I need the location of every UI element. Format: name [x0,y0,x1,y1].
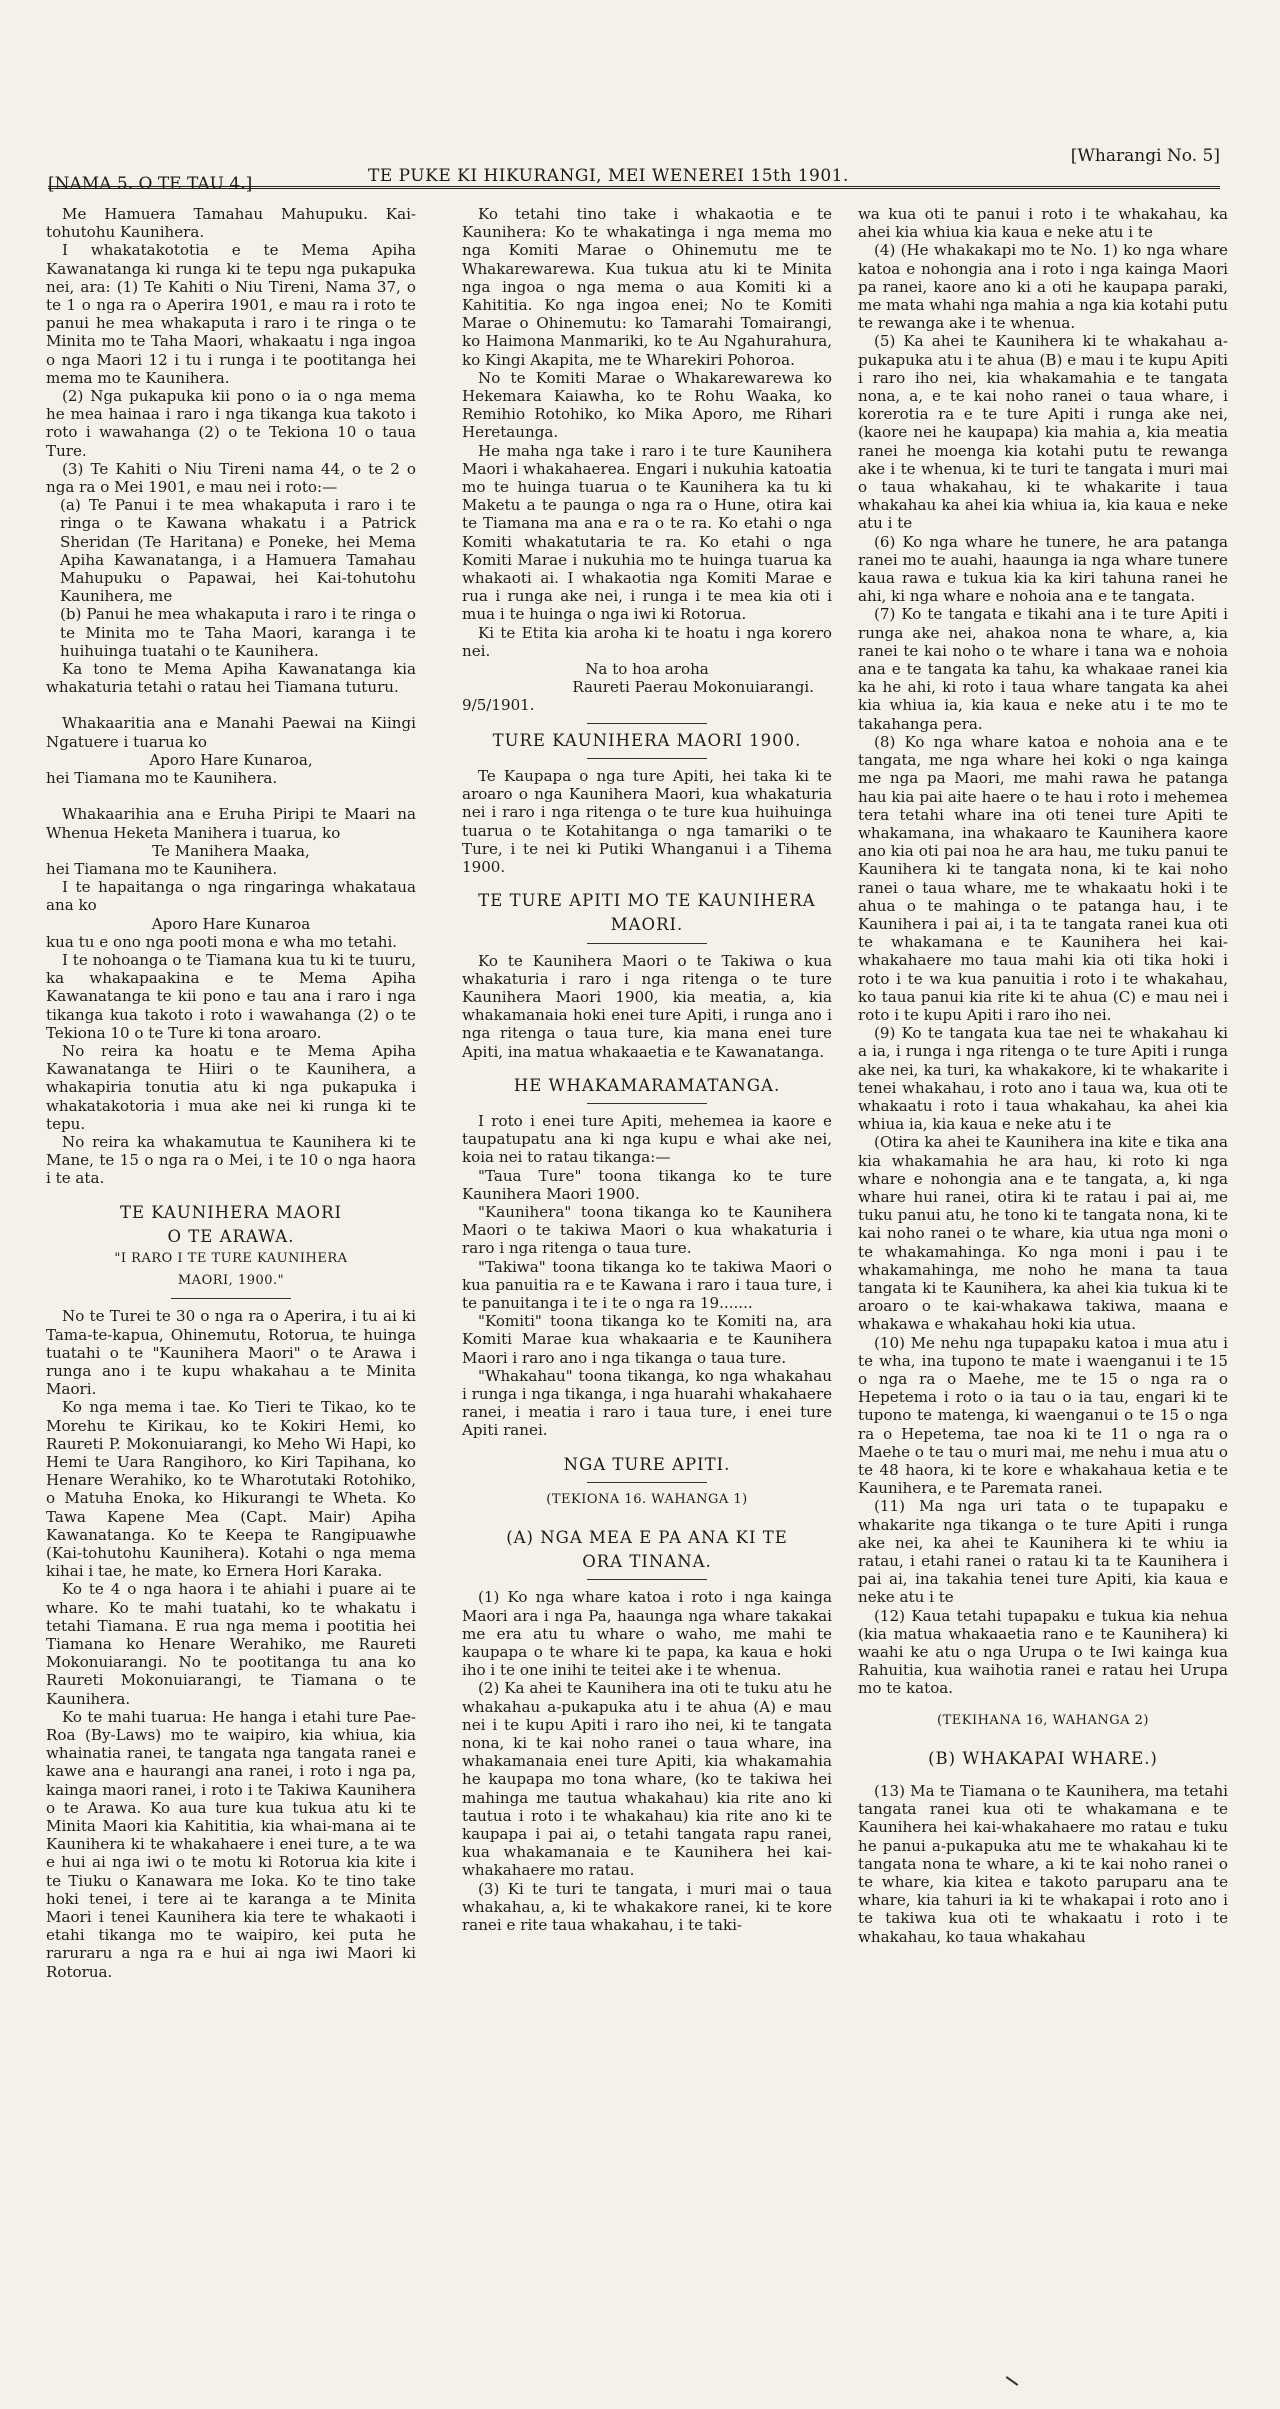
section-heading: HE WHAKAMARAMATANGA. [513,1075,781,1095]
paragraph: wa kua oti te panui i roto i te whakahau, ka ahei kia whiua kia kaua e neke atu i te [858,205,1228,242]
paragraph: I te hapaitanga o nga ringaringa whakataua ana ko [46,878,416,915]
section-heading: MAORI. [610,915,684,935]
paragraph: Te Kaupapa o nga ture Apiti, hei taka ki te aroaro o nga Kaunihera Maori, kua whakaturia nei i raro i nga ritenga o te ture kua huihuinga tuarua o te Kotahitanga o nga tamariki o te Ture, i te nei ki Putiki Whanganui i a Tihema 1900. [462,766,832,876]
paragraph: (12) Kaua tetahi tupapaku e tukua kia nehua (kia matua whakaaetia rano e te Kaunihera) ki waahi ke atu o nga Urupa o te Iwi kainga kua Rahuitia, kua waihotia ranei e ratau hei Urupa mo te katoa. [858,1606,1228,1698]
paragraph: (2) Ka ahei te Kaunihera ina oti te tuku atu he whakahau a-pukapuka atu i te ahua (A) e mau nei i te kupu Apiti i raro iho nei, ki te tangata nona, ki te kai noho ranei o taua whare, ina whakamanaia enei ture Apiti, kia whakamahia he kaupapa mo tona whare, (ko te takiwa hei mahinga me tautua whakahau) kia rite ano ki tautua i roto i te whakahau) kia rite ano ki te kaupapa i pai ai, o tetahi tangata rapu ranei, kua whakamanaia e te Kaunihera hei kai-whakahaere mo ratau. [462,1679,832,1880]
column-3 [858,205,1228,1946]
paragraph: Whakaaritia ana e Manahi Paewai na Kiingi Ngatuere i tuarua ko [46,714,416,751]
paragraph: (13) Ma te Tiamana o te Kaunihera, ma tetahi tangata ranei kua oti te whakamana e te Kaunihera hei kai-whakahaere mo ratau e tuku he panui a-pukapuka atu me te whakahau ki te tangata nona te whare, a ki te kai noho ranei o te whare, kia kitea e takoto paruparu ana te whare, kia tahuri ia ki te whakapai i roto ano i te takiwa kua oti te whakaatu i roto i te whakahau, ko taua whakahau [858,1782,1228,1946]
paragraph: Aporo Hare Kunaroa, [149,750,313,769]
page-header [48,146,1220,194]
column-1 [46,205,416,1981]
paragraph: (b) Panui he mea whakaputa i raro i te ringa o te Minita mo te Taha Maori, karanga i te huihuinga tuatahi o te Kaunihera. [60,605,416,660]
page-number: [Wharangi No. 5] [1070,146,1220,166]
divider [587,758,707,759]
paragraph: No reira ka whakamutua te Kaunihera ki te Mane, te 15 o nga ra o Mei, i te 10 o nga haora i te ata. [46,1132,416,1188]
section-heading: O TE ARAWA. [167,1226,295,1246]
ink-mark [1006,2376,1019,2386]
paragraph: I te nohoanga o te Tiamana kua tu ki te tuuru, ka whakapaakina e te Mema Apiha Kawanatanga te kii pono e tau ana i raro i nga tikanga kua takoto i roto i wawahanga (2) o te Tekiona 10 o te Ture ki tona aroaro. [46,950,416,1042]
paragraph: (9) Ko te tangata kua tae nei te whakahau ki a ia, i runga i nga ritenga o te ture Apiti i runga ake nei, ka turi, ka whakakore, ki te whakarite i tenei whakahau, i roto ano i taua wa, kua oti te whakaatu i roto i taua whakahau, ka ahei kia whiua ia, kia kaua e neke atu i te [858,1024,1228,1134]
paragraph: He maha nga take i raro i te ture Kaunihera Maori i whakahaerea. Engari i nukuhia katoatia mo te huinga tuarua o te Kaunihera ka tu ki Maketu a te paunga o nga ra o Hune, otira kai te Tiamana ma ana e ra o te ra. Ko etahi o nga Komiti whakatutaria te ra. Ko etahi o nga Komiti Marae i nukuhia mo te huinga tuarua ka whakaoti ai. I whakaotia nga Komiti Marae e rua i runga ake nei, i runga i te mea kia oti i mua i te huinga o nga iwi ki Rotorua. [462,441,832,624]
paragraph: (5) Ka ahei te Kaunihera ki te whakahau a-pukapuka atu i te ahua (B) e mau i te kupu Apiti i raro iho nei, kia whakamahia e te tangata nona, a, e te kai noho ranei o taua whare, i korerotia ra e te ture Apiti i runga ake nei, (kaore nei he kaupapa) kia mahia a, kia meatia ranei he moenga kia kotahi putu te rewanga ake i te whenua, ki te turi te tangata i muri mai o taua whakahau, ki te whakarite i taua whakahau ka ahei kia whiua ia, kia kaua e neke atu i te [858,332,1228,533]
paragraph: Ko nga mema i tae. Ko Tieri te Tikao, ko te Morehu te Kirikau, ko te Kokiri Hemi, ko Raureti P. Mokonuiarangi, ko Meho Wi Hapi, ko Hemi te Uara Rangihoro, ko Kiri Tapihana, ko Henare Werahiko, ko te Wharotutaki Rotohiko, o Matuha Enoka, ko Hikurangi te Wheta. Ko Tawa Kapene Mea (Capt. Mair) Apiha Kawanatanga. Ko te Keepa te Rangipuawhe (Kai-tohutohu Kaunihera). Kotahi o nga mema kihai i tae, he mate, ko Ernera Hori Karaka. [46,1398,416,1581]
section-subheading: (TEKIONA 16. WAHANGA 1) [546,1491,748,1507]
paragraph: (3) Ki te turi te tangata, i muri mai o taua whakahau, a, ki te whakakore ranei, ki te kore ranei e rite taua whakahau, i te taki- [462,1879,832,1935]
masthead-title: TE PUKE KI HIKURANGI, MEI WENEREI 15th 1901. [368,166,849,186]
section-heading: TE KAUNIHERA MAORI [119,1202,343,1222]
paragraph: (1) Ko nga whare katoa i roto i nga kainga Maori ara i nga Pa, haaunga nga whare takakai me era atu tu whare o waho, me mahi te kaupapa o te whare ki te papa, ka kaua e hoki iho i te one inihi te teitei ake i te whenua. [462,1588,832,1680]
paragraph: Ka tono te Mema Apiha Kawanatanga kia whakaturia tetahi o ratau hei Tiamana tuturu. [46,660,416,697]
paragraph: "Komiti" toona tikanga ko te Komiti na, ara Komiti Marae kua whakaaria e te Kaunihera Maori i raro ano i nga tikanga o taua ture. [462,1312,832,1367]
paragraph: I whakatakototia e te Mema Apiha Kawanatanga ki runga ki te tepu nga pukapuka nei, ara: (1) Te Kahiti o Niu Tireni, Nama 37, o te 1 o nga ra o Aperira 1901, e mau ra i roto te panui he mea whakaputa i raro i te ringa o te Minita mo te Taha Maori, whakaatu i nga ingoa o nga Maori 12 i tu i runga i te pootitanga hei mema mo te Kaunihera. [46,241,416,387]
paragraph: Ko te Kaunihera Maori o te Takiwa o kua whakaturia i raro i nga ritenga o te ture Kaunihera Maori 1900, kia meatia, a, kia whakamanaia hoki enei ture Apiti, i runga ano i nga ritenga o taua ture, kia mana enei ture Apiti, ina matua whakaaetia e te Kawanatanga. [462,951,832,1061]
paragraph: Me Hamuera Tamahau Mahupuku. Kai-tohutohu Kaunihera. [46,205,416,242]
paragraph: Ko te 4 o nga haora i te ahiahi i puare ai te whare. Ko te mahi tuatahi, ko te whakatu i tetahi Tiamana. E rua nga mema i pootitia hei Tiamana ko Henare Werahiko, me Raureti Mokonuiarangi. No te pootitanga tu ana ko Raureti Mokonuiarangi, te Tiamana o te Kaunihera. [46,1580,416,1708]
paragraph: (3) Te Kahiti o Niu Tireni nama 44, o te 2 o nga ra o Mei 1901, e mau nei i roto:— [46,459,416,497]
signature-name: Raureti Paerau Mokonuiarangi. [572,678,814,697]
paragraph: No te Komiti Marae o Whakarewarewa ko Hekemara Kaiawha, ko te Rohu Waaka, ko Remihio Rotohiko, ko Mika Aporo, me Rihari Heretaunga. [462,368,832,442]
paragraph: No reira ka hoatu e te Mema Apiha Kawanatanga te Hiiri o te Kaunihera, a whakapiria tonutia atu ki nga pukapuka i whakatakotoria i mua ake nei ki runga ki te tepu. [46,1041,416,1133]
divider [587,943,707,944]
section-heading: ORA TINANA. [582,1552,712,1572]
paragraph: No te Turei te 30 o nga ra o Aperira, i tu ai ki Tama-te-kapua, Ohinemutu, Rotorua, te huinga tuatahi o te "Kaunihera Maori" o te Arawa i runga ano i te kupu whakahau a te Minita Maori. [46,1307,416,1399]
section-subheading: MAORI, 1900." [177,1273,285,1289]
paragraph: I roto i enei ture Apiti, mehemea ia kaore e taupatupatu ana ki nga kupu e whai ake nei, koia nei to ratau tikanga:— [462,1111,832,1167]
divider [171,1298,291,1299]
signature-line: Na to hoa aroha [585,660,709,679]
section-heading: NGA TURE APITI. [563,1454,731,1474]
paragraph: (a) Te Panui i te mea whakaputa i raro i te ringa o te Kawana whakatu i a Patrick Sheridan (Te Haritana) e Poneke, hei Mema Apiha Kawanatanga, i a Hamuera Tamahau Mahupuku o Papawai, hei Kai-tohutohu Kaunihera, me [60,496,416,606]
section-heading: TE TURE APITI MO TE KAUNIHERA [478,891,816,911]
divider [587,1482,707,1483]
paragraph: (8) Ko nga whare katoa e nohoia ana e te tangata, me nga whare hei koki o nga kainga me nga pa Maori, me mahi rawa he patanga hau kia pai aite haere o te hau i roto i mehemea tera tetahi whare ina oti tenei ture Apiti te whakamana, ina whakaaro te Kaunihera kaore ano kia oti pai noa he ara hau, me tuku panui te Kaunihera ki te tangata nona, ki te kai noho ranei o taua whare, me te whakaatu hoki i te ahua o te mahinga o te patanga hau, i te Kaunihera i pai ai, i ta te tangata ranei kua oti te whakamana e te Kaunihera hei kai-whakahaere mo taua mahi kia oti tika hoki i roto i te wa kua panuitia i roto i te whakahau, ko taua panui kia rite ki te ahua (C) e mau nei i roto i te kupu Apiti i raro iho nei. [858,732,1228,1024]
paragraph: "Whakahau" toona tikanga, ko nga whakahau i runga i nga tikanga, i nga huarahi whakahaere ranei, i meatia i raro i taua ture, i enei ture Apiti ranei. [462,1366,832,1440]
paragraph: "Kaunihera" toona tikanga ko te Kaunihera Maori o te takiwa Maori o kua whakaturia i raro i nga ritenga o taua ture. [462,1202,832,1258]
paragraph: hei Tiamana mo te Kaunihera. [46,859,278,878]
paragraph: (Otira ka ahei te Kaunihera ina kite e tika ana kia whakamahia he ara hau, ki roto ki nga whare e nohongia ana e te tangata, a, ki nga whare hui ranei, otira ki te ratau i pai ai, me tuku panui atu, he tono ki te tangata nona, ki te kai noho ranei o te whare, kia utua nga moni o te whakamahinga. Ko nga moni i pau i te whakamahinga, me noho he mana ta taua tangata ki te Kaunihera, ka ahei kia tukua ki te aroaro o te kai-whakawa takiwa, maana e whakawa e whakahau hoki kia utua. [858,1133,1228,1334]
divider [587,1103,707,1104]
date-line: 9/5/1901. [462,696,535,715]
paragraph: Ko tetahi tino take i whakaotia e te Kaunihera: Ko te whakatinga i nga mema mo nga Komiti Marae o Ohinemutu me te Whakarewarewa. Kua tukua atu ki te Minita nga ingoa o nga mema o aua Komiti ki a Kahititia. Ko nga ingoa enei; No te Komiti Marae o Ohinemutu: ko Tamarahi Tomairangi, ko Haimona Manmariki, ko te Au Ngahurahura, ko Kingi Akapita, me te Wharekiri Pohoroa. [462,205,832,369]
paragraph: (7) Ko te tangata e tikahi ana i te ture Apiti i runga ake nei, ahakoa nona te whare, a, kia ranei te kai noho o te whare i tana wa e nohoia ana e te tangata ka tahu, ka whakaae ranei kia ka he ahi, ki roto i taua whare tangata ka ahei kia whiua ia, kia kaua e neke atu i te mo te takahanga pera. [858,605,1228,733]
section-subheading: "I RARO I TE TURE KAUNIHERA [114,1250,348,1266]
divider [587,723,707,724]
paragraph: Whakaarihia ana e Eruha Piripi te Maari na Whenua Heketa Manihera i tuarua, ko [46,805,416,842]
paragraph: Ko te mahi tuarua: He hanga i etahi ture Pae-Roa (By-Laws) mo te waipiro, kia whiua, kia whainatia ranei, te tangata nga tangata ranei e kawe ana e haurangi ana ranei, i roto i nga pa, kainga maori ranei, i roto i te Takiwa Kaunihera o te Arawa. Ko aua ture kua tukua atu ki te Minita Maori kia Kahititia, kia whai-mana ai te Kaunihera ki te whakahaere i enei ture, a te wa e hui ai nga iwi o te motu ki Rotorua kia kite i te Tiuku o Kanawara me Ioka. Ko te tino take hoki tenei, i tere ai te karanga a te Minita Maori i tenei Kaunihera kia tere te whakaoti i etahi tikanga mo te waipiro, kei puta he raruraru a nga ra e hui ai nga iwi Maori ki Rotorua. [46,1707,416,1981]
paragraph: "Takiwa" toona tikanga ko te takiwa Maori o kua panuitia ra e te Kawana i raro i taua ture, i te panuitanga i te i te o nga ra 19....... [462,1257,832,1312]
section-heading: (B) WHAKAPAI WHARE.) [928,1748,1158,1768]
paragraph: (11) Ma nga uri tata o te tupapaku e whakarite nga tikanga o te ture Apiti i runga ake nei, ka ahei te Kaunihera ki te whiu ia ratau, i etahi ranei o ratau ki ta te Kaunihera i pai ai, ina takahia tenei ture Apiti, kia kaua e neke atu i te [858,1497,1228,1607]
paragraph: Aporo Hare Kunaroa [151,914,311,933]
issue-number: [NAMA 5. O TE TAU 4.] [48,174,253,194]
paragraph: (2) Nga pukapuka kii pono o ia o nga mema he mea hainaa i raro i nga tikanga kua takoto i roto i wawahanga (2) o te Tekiona 10 o taua Ture. [46,387,416,460]
paragraph: (6) Ko nga whare he tunere, he ara patanga ranei mo te auahi, haaunga ia nga whare tunere kaua rawa e tukua kia ka kiri tahuna ranei he ahi, ki nga whare e nohoia ana e te tangata. [858,532,1228,606]
paragraph: hei Tiamana mo te Kaunihera. [46,769,278,788]
paragraph: Te Manihera Maaka, [152,841,310,860]
paragraph: (10) Me nehu nga tupapaku katoa i mua atu i te wha, ina tupono te mate i waenganui i te 15 o nga ra o Maehe, me te 15 o nga ra o Hepetema i roto o ia tau o ia tau, engari ki te tupono te matenga, ki waenganui o te 15 o nga ra o Hepetema, tae noa ki te 11 o nga ra o Maehe o te tau o muri mai, me nehu i mua atu o te 48 haora, ki te kore e whakahaua ketia e te Kaunihera, e te Paremata ranei. [858,1333,1228,1498]
column-2 [462,205,832,1934]
section-heading: (A) NGA MEA E PA ANA KI TE [506,1528,788,1547]
paragraph: kua tu e ono nga pooti mona e wha mo tetahi. [46,932,398,951]
paragraph: (4) (He whakakapi mo te No. 1) ko nga whare katoa e nohongia ana i roto i nga kainga Maori pa ranei, kaore ano ki a oti he kaupapa paraki, me mata whahi nga mahia a nga kia kotahi putu te rewanga ake i te whenua. [858,241,1228,333]
paragraph: "Taua Ture" toona tikanga ko te ture Kaunihera Maori 1900. [462,1166,832,1203]
divider [587,1579,707,1580]
paragraph: Ki te Etita kia aroha ki te hoatu i nga korero nei. [462,623,832,660]
section-heading: TURE KAUNIHERA MAORI 1900. [492,730,802,750]
section-subheading: (TEKIHANA 16, WAHANGA 2) [937,1712,1149,1728]
